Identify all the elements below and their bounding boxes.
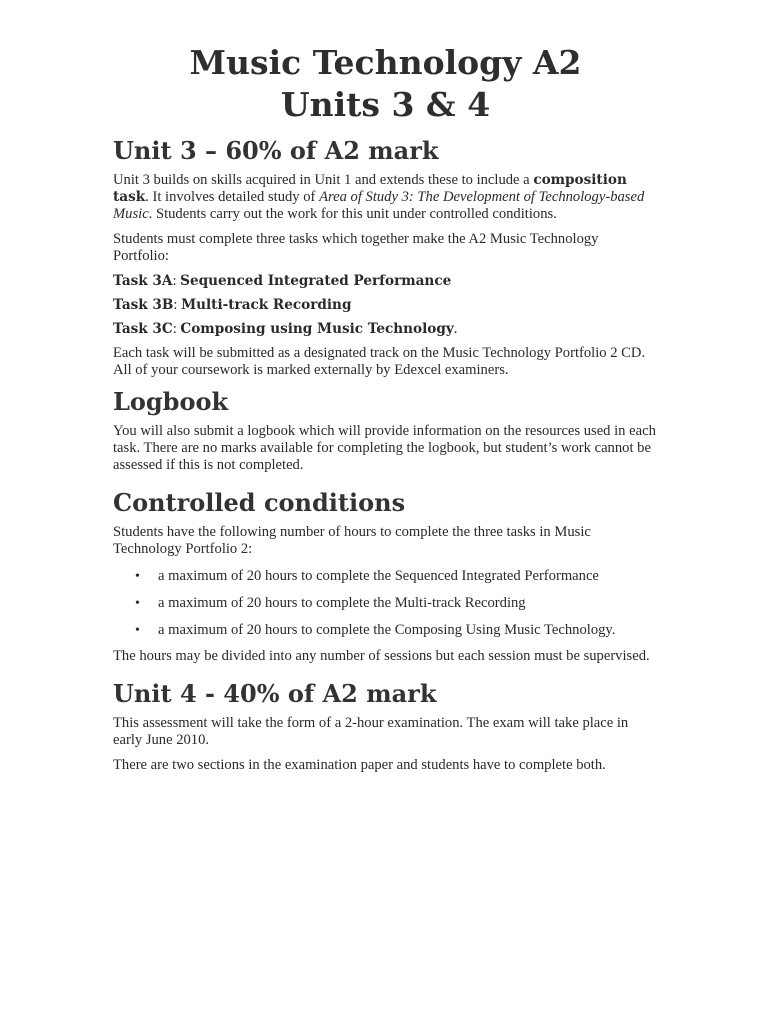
composition-task-bold: composition task: [113, 172, 627, 205]
title-line-2: Units 3 & 4: [280, 85, 491, 124]
task-3a: [113, 273, 658, 290]
list-item-text: a maximum of 20 hours to complete the Multi-track Recording: [158, 595, 526, 611]
hours-list: [113, 568, 658, 639]
task-name: Sequenced Integrated Performance: [180, 273, 452, 289]
list-item-text: a maximum of 20 hours to complete the Sequenced Integrated Performance: [158, 568, 599, 584]
list-item-text: a maximum of 20 hours to complete the Composing Using Music Technology.: [158, 622, 616, 638]
sections-text: There are two sections in the examination paper and students have to complete both.: [113, 757, 606, 773]
document-title: [113, 42, 658, 126]
unit4-heading: Unit 4 - 40% of A2 mark: [113, 679, 437, 708]
unit3-intro-part-b: . It involves detailed study of: [145, 189, 320, 205]
submission-text: Each task will be submitted as a designated track on the Music Technology Portfolio 2 CD. All of your coursework is marked externally by Edexcel examiners.: [113, 345, 646, 378]
unit3-intro-part-c: . Students carry out the work for this unit under controlled conditions.: [148, 206, 557, 222]
portfolio-text: Students must complete three tasks which together make the A2 Music Technology Portfolio:: [113, 231, 599, 264]
logbook-heading: Logbook: [113, 387, 229, 416]
unit3-intro: [113, 172, 658, 223]
task-name: Composing using Music Technology: [180, 321, 454, 337]
list-item: [135, 568, 658, 585]
list-item: [135, 595, 658, 612]
bullet-icon: •: [135, 596, 140, 611]
task-sep: :: [172, 273, 181, 289]
task-name: Multi-track Recording: [181, 297, 352, 313]
task-sep: :: [172, 321, 181, 337]
logbook-text: You will also submit a logbook which will provide information on the resources used in each task. There are no marks available for completing the logbook, but student’s work cannot be assessed if this is not completed.: [113, 423, 656, 473]
task-sep: :: [173, 297, 182, 313]
unit3-heading: Unit 3 – 60% of A2 mark: [113, 136, 439, 165]
task-3b: [113, 297, 658, 314]
title-line-1: Music Technology A2: [189, 43, 582, 82]
sessions-text: The hours may be divided into any number of sessions but each session must be supervised.: [113, 648, 650, 664]
area-of-study-italic: Area of Study 3: The Development of Technology-based Music: [113, 189, 645, 222]
controlled-conditions-heading: Controlled conditions: [113, 488, 406, 517]
bullet-icon: •: [135, 623, 140, 638]
task-code: Task 3B: [113, 297, 174, 313]
task-end: .: [453, 321, 458, 337]
list-item: [135, 622, 658, 639]
unit3-intro-part-a: Unit 3 builds on skills acquired in Unit 1 and extends these to include a: [113, 172, 534, 188]
task-3c: [113, 321, 658, 338]
task-code: Task 3A: [113, 273, 173, 289]
exam-text: This assessment will take the form of a 2-hour examination. The exam will take place in early June 2010.: [113, 715, 629, 748]
controlled-intro: Students have the following number of hours to complete the three tasks in Music Technology Portfolio 2:: [113, 524, 591, 557]
bullet-icon: •: [135, 569, 140, 584]
task-code: Task 3C: [113, 321, 173, 337]
